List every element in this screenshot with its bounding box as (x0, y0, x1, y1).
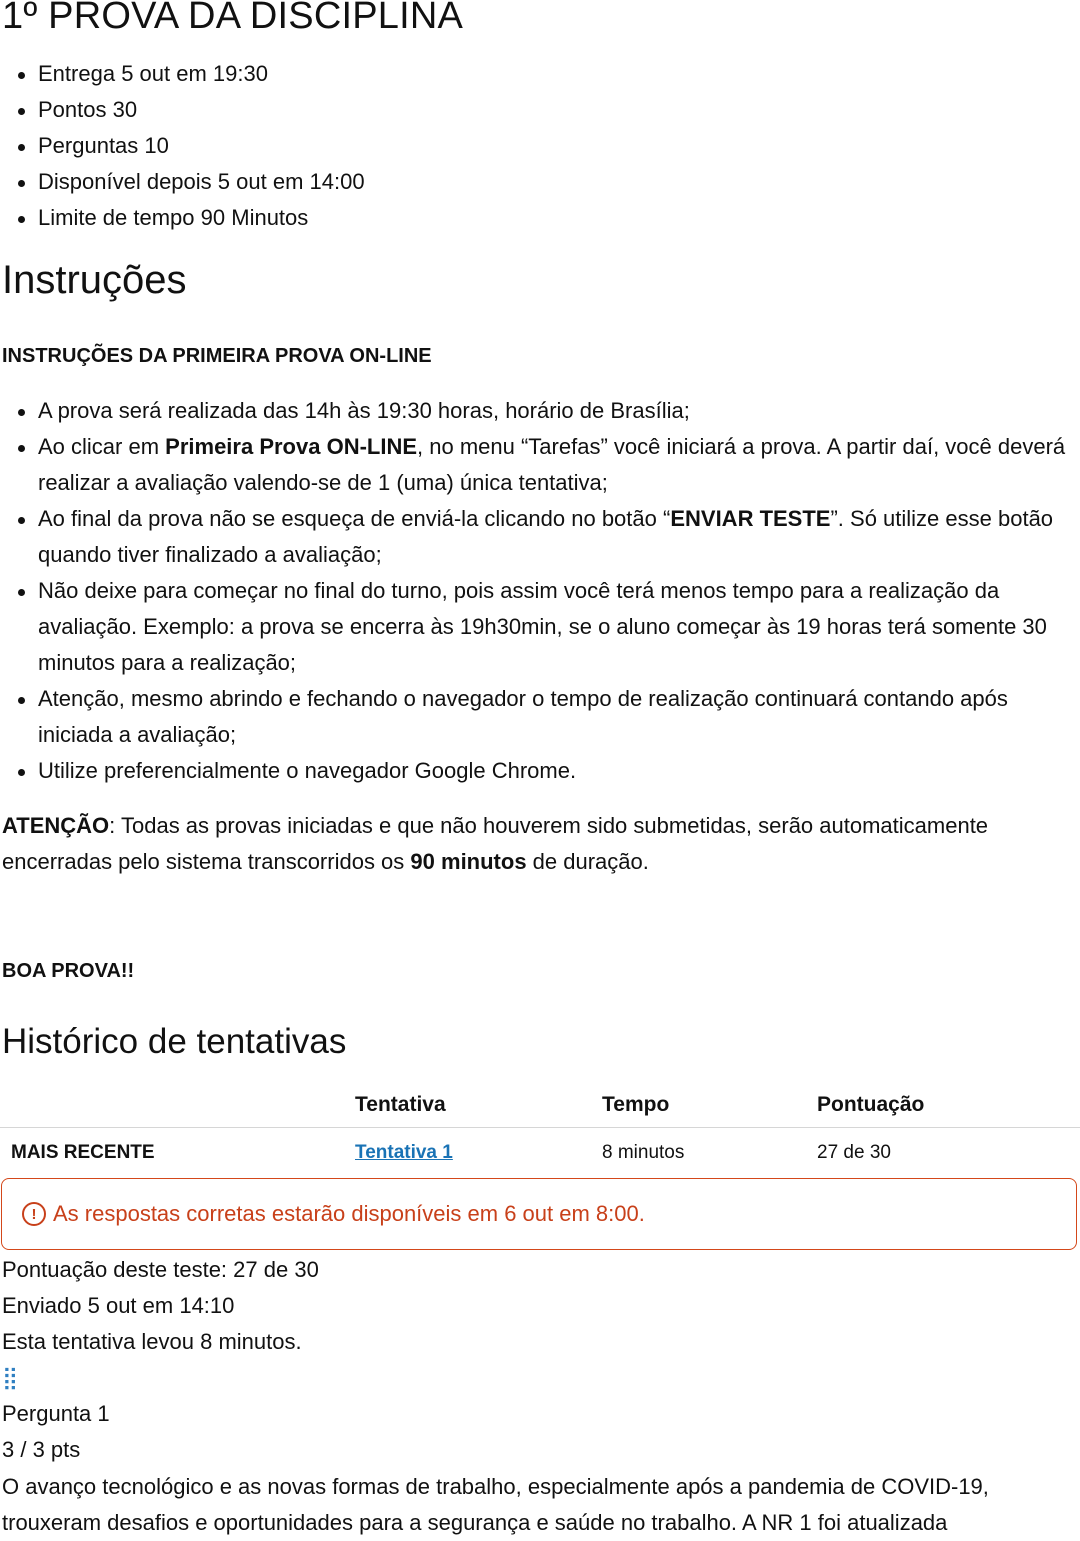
attempt-cell (355, 1128, 602, 1179)
attention-label: ATENÇÃO (2, 813, 110, 838)
meta-label: Limite de tempo (38, 205, 195, 230)
column-header: Tempo (602, 1093, 670, 1116)
instruction-text: ”. Só utilize esse botão quando tiver finalizado a avaliação; (38, 506, 1054, 567)
quiz-score: Pontuação deste teste: 27 de 30 (2, 1257, 319, 1282)
attention-text: : Todas as provas iniciadas e que não houverem sido submetidas, serão automaticamente encerradas pelo sistema transcorridos os (2, 813, 989, 874)
question-points: 3 / 3 pts (2, 1437, 81, 1462)
history-heading: Histórico de tentativas (2, 1022, 347, 1061)
instruction-emphasis: Primeira Prova ON-LINE (165, 434, 418, 459)
instruction-item: Utilize preferencialmente o navegador Google Chrome. (38, 753, 1080, 789)
instructions-heading: Instruções (2, 258, 187, 302)
instruction-item (38, 429, 1080, 501)
instruction-emphasis: ENVIAR TESTE (670, 506, 831, 531)
time-cell: 8 minutos (602, 1128, 817, 1179)
meta-label: Perguntas (38, 133, 139, 158)
instructions-subheading: INSTRUÇÕES DA PRIMEIRA PROVA ON-LINE (2, 345, 432, 367)
meta-time-limit (38, 200, 365, 236)
meta-questions (38, 128, 365, 164)
attempts-table (0, 1083, 1080, 1178)
alert-circle-icon: ! (22, 1202, 46, 1226)
drag-handle-icon[interactable]: ⣿ (2, 1365, 17, 1390)
meta-value: 90 Minutos (200, 205, 309, 230)
meta-label: Disponível depois (38, 169, 212, 194)
instruction-text: Ao final da prova não se esqueça de enviá-la clicando no botão “ (38, 506, 671, 531)
meta-label: Entrega (38, 61, 116, 86)
meta-points (38, 92, 365, 128)
quiz-meta-list (0, 56, 365, 236)
meta-value: 5 out em 14:00 (217, 169, 365, 194)
instruction-item: Atenção, mesmo abrindo e fechando o navegador o tempo de realização continuará contando após iniciada a avaliação; (38, 681, 1080, 753)
question-text: O avanço tecnológico e as novas formas de trabalho, especialmente após a pandemia de COVID-19, trouxeram desafios e oportunidades para a segurança e saúde no trabalho. A NR 1 foi atualizada (2, 1474, 989, 1535)
attention-duration: 90 minutos (410, 849, 527, 874)
meta-label: Pontos (38, 97, 107, 122)
submitted-at: Enviado 5 out em 14:10 (2, 1293, 235, 1318)
most-recent-label: MAIS RECENTE (0, 1128, 355, 1179)
table-row (0, 1128, 1080, 1179)
column-header (0, 1083, 355, 1128)
attempt-summary (2, 1252, 319, 1468)
instructions-list (0, 393, 1080, 789)
table-header-row (0, 1083, 1080, 1128)
attempt-link[interactable]: Tentativa 1 (355, 1142, 453, 1163)
quiz-title: 1º PROVA DA DISCIPLINA (2, 0, 464, 37)
meta-due (38, 56, 365, 92)
answers-available-notice (1, 1178, 1077, 1250)
instruction-item (38, 501, 1080, 573)
column-header: Pontuação (817, 1093, 925, 1116)
instruction-text: Ao clicar em (38, 434, 166, 459)
instruction-item: A prova será realizada das 14h às 19:30 horas, horário de Brasília; (38, 393, 1080, 429)
notice-text: As respostas corretas estarão disponíveis em 6 out em 8:00. (53, 1201, 645, 1226)
meta-available (38, 164, 365, 200)
closing-message: BOA PROVA!! (2, 960, 135, 982)
column-header: Tentativa (355, 1093, 446, 1116)
meta-value: 5 out em 19:30 (121, 61, 268, 86)
instruction-item: Não deixe para começar no final do turno, pois assim você terá menos tempo para a realização da avaliação. Exemplo: a prova se encerra às 19h30min, se o aluno começar às 19 horas terá somente 30 minutos para a realização; (38, 573, 1080, 681)
question-title: Pergunta 1 (2, 1401, 110, 1426)
score-cell: 27 de 30 (817, 1128, 1080, 1179)
instruction-text: , no menu “Tarefas” você iniciará a prova. A partir daí, você deverá realizar a avaliação valendo-se de 1 (uma) única tentativa; (38, 434, 1066, 495)
attention-text-end: de duração. (526, 849, 649, 874)
attention-paragraph (2, 808, 1078, 880)
meta-value: 30 (112, 97, 138, 122)
attempt-duration: Esta tentativa levou 8 minutos. (2, 1329, 302, 1354)
meta-value: 10 (144, 133, 169, 158)
